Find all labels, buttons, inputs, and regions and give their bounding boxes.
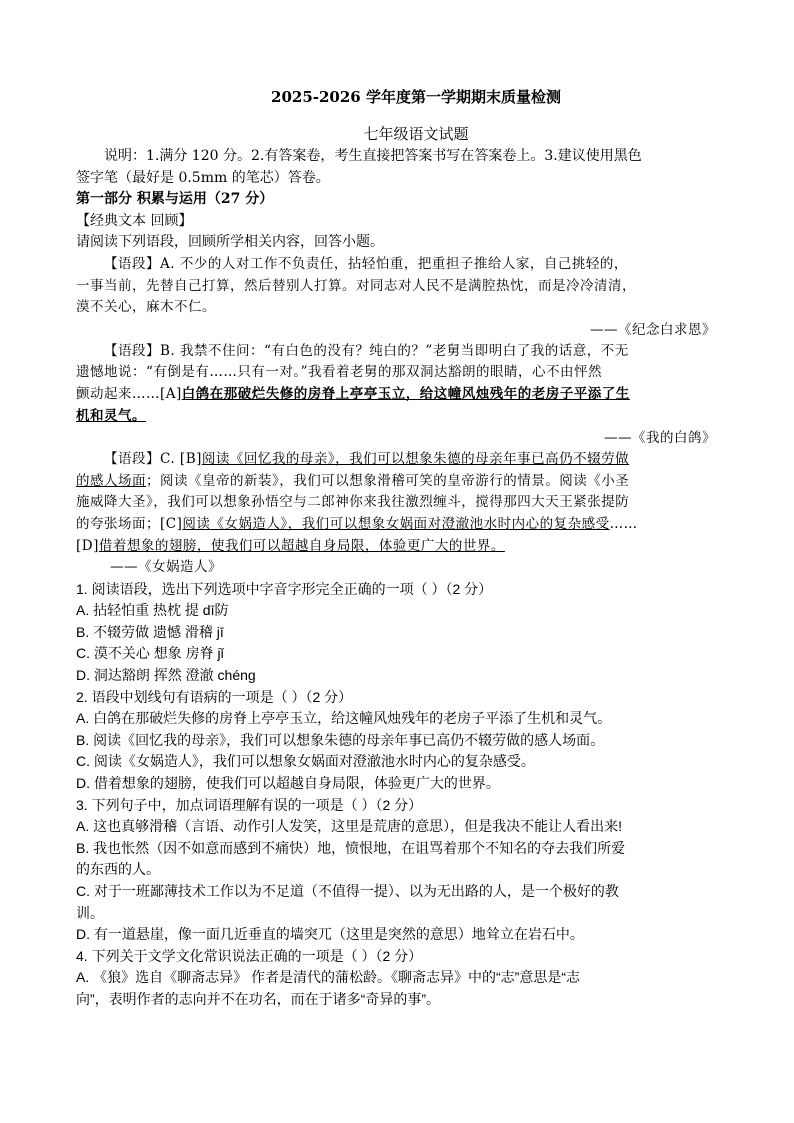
question-option: A. 拈轻怕重 热枕 提 dī防 (76, 602, 229, 619)
passage-a-line-2: 一事当前，先替自己打算，然后替别人打算。对同志对人民不是满腔热忱，而是冷冷清清， (76, 277, 636, 294)
passage-c-line-5 (76, 536, 716, 558)
question-option: C. 对于一班鄙薄技术工作以为不足道（不值得一提）、以为无出路的人，是一个极好的教 (76, 883, 619, 899)
question-option: A. 白鸽在那破烂失修的房脊上亭亭玉立，给这幢风烛残年的老房子平添了生机和灵气。 (76, 710, 612, 727)
question-stem: 2. 语段中划线句有语病的一项是（ ）（2 分） (76, 688, 353, 705)
passage-b-source: ——《我的白鸽》 (604, 430, 716, 447)
question-option: A. 《狼》选自《聊斋志异》 作者是清代的蒲松龄。《聊斋志异》中的“志”意思是“志 (76, 969, 580, 986)
question-option: B. 阅读《回忆我的母亲》，我们可以想象朱德的母亲年事已高仍不辍劳做的感人场面。 (76, 731, 605, 748)
passage-b-line-3 (76, 384, 716, 406)
exam-subtitle: 七年级语文试题 (363, 125, 469, 143)
passage-c-line-3: 施威降大圣》，我们可以想象孙悟空与二郎神你来我往激烈缠斗，搅得那四大天王紧张提防 (76, 494, 630, 511)
question-option: C. 阅读《女娲造人》，我们可以想象女娲面对澄澈池水时内心的复杂感受。 (76, 753, 535, 770)
instructions-line-1: 说明：1.满分 120 分。2.有答案卷，考生直接把答案书写在答案卷上。3.建议使用黑色 (104, 148, 642, 164)
passage-c-text: 的夸张场面；[C] (76, 515, 183, 532)
question-stem: 1. 阅读语段，选出下列选项中字音字形完全正确的一项（ ）（2 分） (76, 580, 493, 597)
exam-page (76, 86, 716, 1011)
passage-a-line-3: 漠不关心，麻木不仁。 (76, 299, 216, 316)
question-option: 的东西的人。 (76, 861, 160, 878)
instructions-line-2: 签字笔（最好是 0.5mm 的笔芯）答卷。 (76, 169, 330, 186)
passage-c-source: ——《女娲造人》 (110, 559, 222, 576)
underlined-sentence-a-end: 机和灵气。 (76, 407, 146, 424)
underlined-sentence-c: 阅读《女娲造人》，我们可以想象女娲面对澄澈池水时内心的复杂感受 (182, 515, 610, 532)
passage-c-text: [D] (76, 537, 99, 554)
exam-title: 2025-2026 学年度第一学期期末质量检测 (271, 88, 561, 106)
question-option: D. 洞达豁朗 挥然 澄澈 chéng (76, 667, 256, 684)
question-option: 训。 (76, 904, 104, 921)
passage-c-line-1 (76, 449, 716, 471)
question-option: 向”，表明作者的志向并不在功名，而在于诸多“奇异的事”。 (76, 990, 440, 1007)
question-option: D. 借着想象的翅膀，使我们可以超越自身局限，体验更广大的世界。 (76, 775, 500, 792)
question-option: C. 漠不关心 想象 房脊 jǐ (76, 645, 224, 662)
question-stem: 3. 下列句子中，加点词语理解有误的一项是（ ）（2 分） (76, 796, 423, 813)
section-title: 第一部分 积累与运用（27 分） (76, 191, 274, 208)
underlined-sentence-b-end: 的感人场面 (76, 472, 146, 489)
passage-b-line-2: 遗憾地说：“有倒是有……只有一对。”我看着老舅的那双洞达豁朗的眼睛，心不由怦然 (76, 364, 603, 381)
underlined-sentence-b: 阅读《回忆我的母亲》，我们可以想象朱德的母亲年事已高仍不辍劳做 (201, 451, 630, 468)
section-bracket: 【经典文本 回顾】 (76, 212, 193, 229)
passage-b-line-4 (76, 406, 716, 428)
passage-b-line-1: 【语段】B. 我禁不住问：“有白色的没有？纯白的？”老舅当即明白了我的话意，不无 (104, 342, 629, 359)
question-option: A. 这也真够滑稽（言语、动作引人发笑，这里是荒唐的意思），但是我决不能让人看出来! (76, 818, 623, 835)
passage-a-line-1: 【语段】A. 不少的人对工作不负责任，拈轻怕重，把重担子推给人家，自己挑轻的， (104, 255, 628, 272)
section-prompt: 请阅读下列语段，回顾所学相关内容，回答小题。 (76, 234, 384, 251)
passage-c-text: …… (609, 515, 638, 532)
passage-c-line-4 (76, 514, 716, 536)
passage-c-text: ；阅读《皇帝的新装》，我们可以想象滑稽可笑的皇帝游行的情景。阅读《小圣 (146, 472, 630, 489)
question-stem: 4. 下列关于文学文化常识说法正确的一项是（ ）（2 分） (76, 947, 423, 964)
passage-a-source: ——《纪念白求恩》 (590, 321, 716, 338)
underlined-sentence-a: 白鸽在那破烂失修的房脊上亭亭玉立，给这幢风烛残年的老房子平添了生 (181, 385, 630, 402)
question-option: D. 有一道悬崖，像一面几近垂直的墙突兀（这里是突然的意思）地耸立在岩石中。 (76, 926, 584, 943)
passage-c-line-2 (76, 471, 716, 493)
question-option: B. 我也怅然（因不如意而感到不痛快）地，愤恨地，在诅骂着那个不知名的夺去我们所爱 (76, 839, 626, 856)
question-option: B. 不辍劳做 遗憾 滑稽 jī (76, 623, 224, 640)
passage-c-text: 【语段】C. [B] (104, 451, 202, 468)
underlined-sentence-d: 借着想象的翅膀，使我们可以超越自身局限，体验更广大的世界。 (98, 537, 505, 554)
question-list (76, 579, 716, 1011)
passage-b-text: 颤动起来……[A] (76, 385, 182, 402)
